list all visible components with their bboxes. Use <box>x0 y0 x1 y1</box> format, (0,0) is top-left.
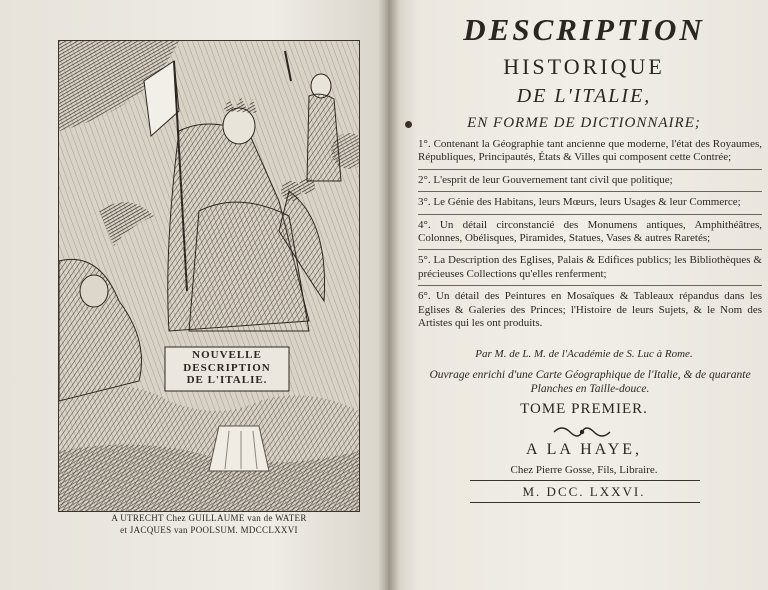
contents-item-3: 3°. Le Génie des Habitans, leurs Mœurs, leurs Usages & leur Commerce; <box>418 196 741 209</box>
ornament-icon <box>552 424 612 440</box>
publisher-line: Chez Pierre Gosse, Fils, Libraire. <box>510 464 658 476</box>
divider <box>418 285 762 286</box>
plate-line-3: DE L'ITALIE. <box>186 374 268 386</box>
divider <box>418 169 762 170</box>
divider <box>418 191 762 192</box>
plate-line-1: NOUVELLE <box>192 349 262 361</box>
divider <box>418 249 762 250</box>
contents-item-5: 5°. La Description des Eglises, Palais & Edifices publics; les Bibliothèques & précieuses Collections qu'elles renferment; <box>418 254 762 280</box>
book-subtitle-1: HISTORIQUE <box>503 54 665 79</box>
frontispiece-plate-inscription <box>165 349 289 387</box>
contents-item-2: 2°. L'esprit de leur Gouvernement tant civil que politique; <box>418 173 673 186</box>
caption-line-1: A UTRECHT Chez GUILLAUME van de WATER <box>111 513 307 523</box>
frontispiece-engraving <box>58 40 360 512</box>
title-page <box>400 0 768 590</box>
book-gutter <box>378 0 400 590</box>
publication-date: M. DCC. LXXVI. <box>522 484 646 499</box>
edition-note: Ouvrage enrichi d'une Carte Géographique de l'Italie, & de quarante Planches en Taille-douce. <box>429 369 751 395</box>
contents-item-1: 1°. Contenant la Géographie tant ancienne que moderne, l'état des Royaumes, Républiques, Principautés, États & Villes qui composent cette Contrée; <box>418 138 762 164</box>
book-subtitle-3: EN FORME DE DICTIONNAIRE; <box>467 115 701 131</box>
divider <box>470 502 700 503</box>
frontispiece-caption <box>58 512 360 536</box>
volume-label: TOME PREMIER. <box>520 401 648 417</box>
contents-list <box>418 138 762 334</box>
publication-place: A LA HAYE, <box>525 441 643 458</box>
divider <box>470 480 700 481</box>
engraving-illustration <box>59 41 359 511</box>
author-line: Par M. de L. M. de l'Académie de S. Luc à Rome. <box>475 348 693 360</box>
plate-line-2: DESCRIPTION <box>183 361 271 374</box>
caption-line-2: et JACQUES van POOLSUM. MDCCLXXVI <box>120 525 298 535</box>
book-subtitle-2: DE L'ITALIE, <box>516 85 652 107</box>
contents-item-6: 6°. Un détail des Peintures en Mosaïques & Tableaux répandus dans les Eglises & Galeries des Princes; l'Histoire de leurs Sujets, & le Nom des Artistes qui les ont produits. <box>418 290 762 330</box>
contents-item-4: 4°. Un détail circonstancié des Monumens antiques, Amphithéâtres, Colonnes, Obélisques, Piramides, Statues, Vases & autres Raretés; <box>418 218 762 245</box>
divider <box>418 214 762 215</box>
book-title: DESCRIPTION <box>463 12 705 47</box>
